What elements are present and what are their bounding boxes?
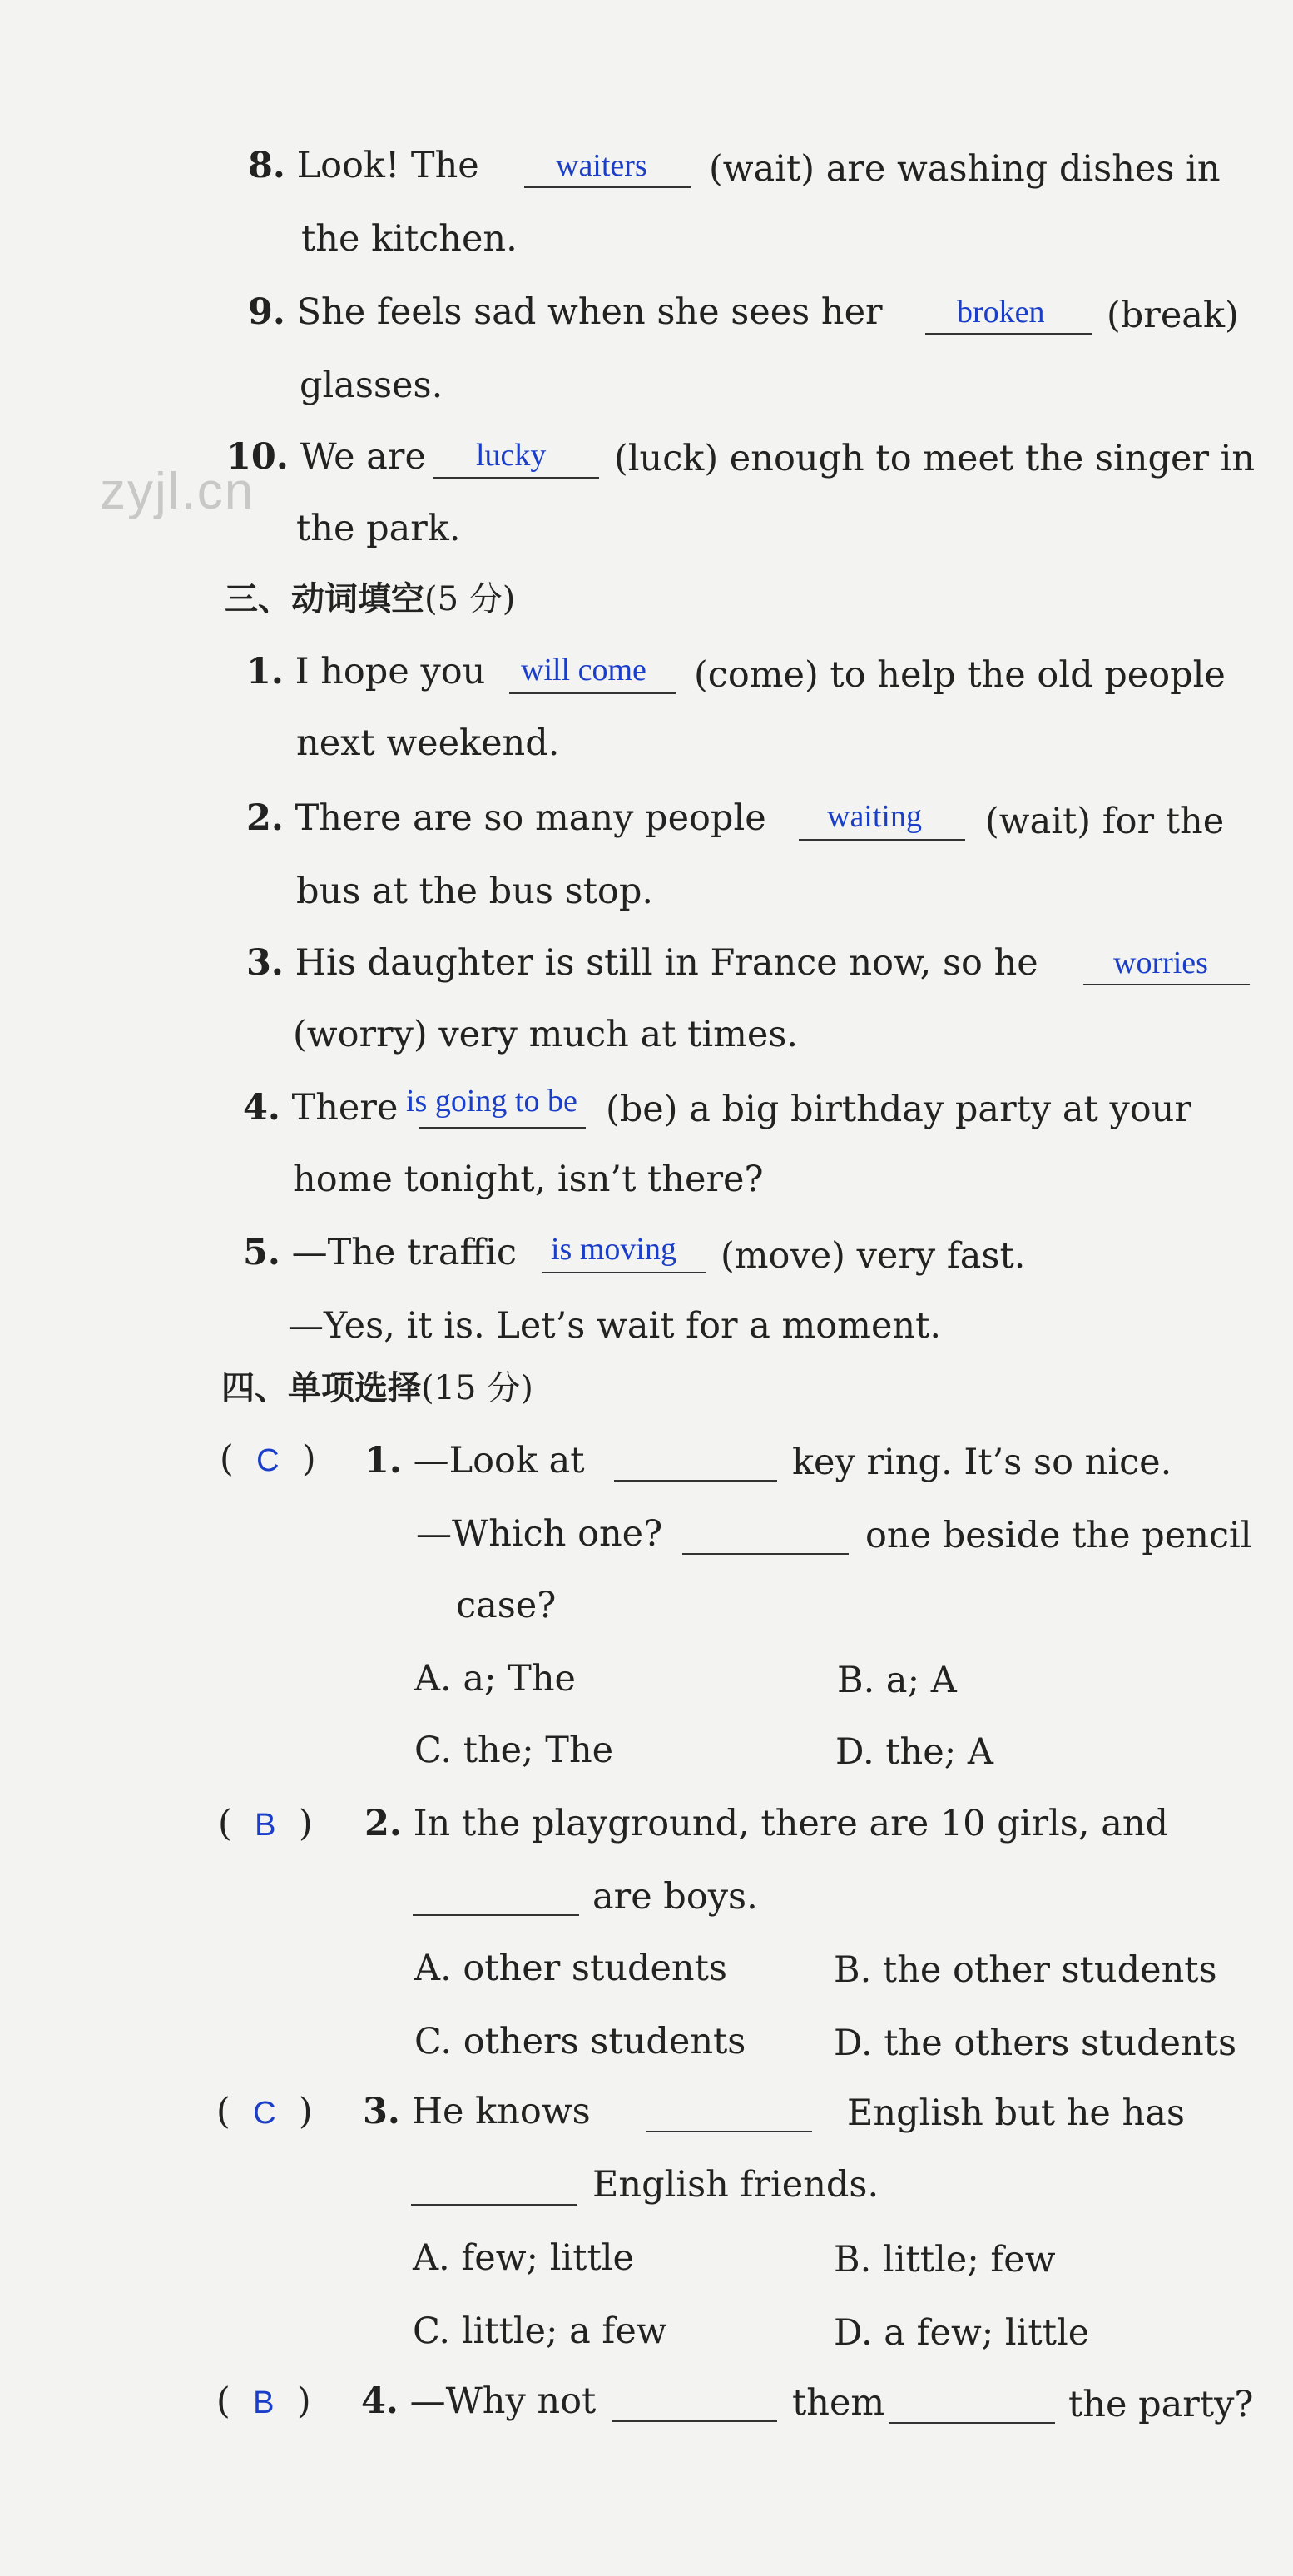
- option-a[interactable]: A. few; little: [413, 2237, 634, 2279]
- question-9-line1: [248, 291, 883, 333]
- answer-blank[interactable]: [799, 839, 965, 841]
- answer-blank[interactable]: [524, 186, 691, 188]
- question-number: 4.: [243, 1087, 280, 1129]
- answer-blank[interactable]: [612, 2420, 777, 2422]
- question-text: case?: [456, 1585, 557, 1626]
- question-number: 4.: [361, 2380, 399, 2422]
- question-text: English but he has: [847, 2092, 1185, 2134]
- question-text: I hope you: [295, 651, 486, 692]
- question-number: 1.: [246, 651, 284, 692]
- question-text: —Look at: [413, 1440, 585, 1482]
- question-text: His daughter is still in France now, so he: [295, 942, 1038, 984]
- question-number: 9.: [248, 291, 285, 333]
- answer-blank[interactable]: [614, 1480, 777, 1482]
- option-a[interactable]: A. a; The: [414, 1658, 577, 1700]
- answer-blank[interactable]: [646, 2131, 812, 2132]
- question-9-line2: glasses.: [300, 365, 443, 406]
- section-heading: [221, 1369, 533, 1407]
- answer-blank[interactable]: [419, 1127, 586, 1129]
- question-text: —The traffic: [291, 1232, 517, 1273]
- handwritten-answer: waiters: [556, 148, 647, 183]
- answer-bracket: ( C ): [220, 1438, 316, 1480]
- question-number: 5.: [243, 1232, 280, 1273]
- section-points: (5 分): [424, 580, 516, 618]
- mc-4-line1: [361, 2380, 597, 2422]
- answer-bracket: ( B ): [218, 1803, 313, 1844]
- question-text: the party?: [1068, 2384, 1254, 2425]
- question-text: In the playground, there are 10 girls, and: [413, 1803, 1169, 1844]
- question-text: are boys.: [592, 1876, 758, 1918]
- question-text: (wait) are washing dishes in: [709, 148, 1221, 190]
- question-text: —Which one?: [416, 1513, 663, 1555]
- question-number: 8.: [248, 145, 285, 186]
- question-number: 2.: [246, 797, 284, 839]
- mc-3-line1: [363, 2091, 591, 2132]
- question-10-line1: [226, 436, 426, 478]
- question-number: 10.: [226, 436, 289, 478]
- question-text: English friends.: [592, 2164, 879, 2206]
- question-1-line2: next weekend.: [296, 722, 560, 764]
- mc-2-line1: [364, 1803, 1169, 1844]
- question-text: (move) very fast.: [721, 1235, 1026, 1277]
- handwritten-answer: will come: [521, 653, 646, 687]
- handwritten-answer: is going to be: [406, 1084, 577, 1119]
- question-text: He knows: [411, 2091, 591, 2132]
- question-number: 3.: [363, 2091, 400, 2132]
- answer-bracket: ( C ): [216, 2091, 313, 2132]
- question-text: one beside the pencil: [865, 1515, 1252, 1556]
- selected-answer: C: [256, 1443, 280, 1478]
- question-text: (be) a big birthday party at your: [606, 1089, 1191, 1130]
- watermark: zyjl.cn: [100, 463, 255, 520]
- question-text: (wait) for the: [985, 801, 1225, 842]
- question-text: key ring. It’s so nice.: [792, 1442, 1172, 1483]
- option-b[interactable]: B. the other students: [834, 1949, 1217, 1991]
- question-1-line1: [246, 651, 486, 692]
- handwritten-answer: worries: [1113, 946, 1208, 980]
- selected-answer: B: [253, 2385, 275, 2420]
- selected-answer: B: [255, 1808, 276, 1843]
- option-b[interactable]: B. little; few: [834, 2239, 1056, 2281]
- option-c[interactable]: C. others students: [414, 2021, 746, 2062]
- question-text: (luck) enough to meet the singer in: [614, 438, 1256, 479]
- section-heading: [225, 580, 516, 618]
- answer-blank[interactable]: [925, 333, 1092, 335]
- handwritten-answer: broken: [957, 295, 1045, 330]
- question-number: 3.: [246, 942, 284, 984]
- option-a[interactable]: A. other students: [414, 1948, 727, 1989]
- answer-blank[interactable]: [682, 1553, 849, 1555]
- section-title: 三、动词填空: [225, 580, 424, 618]
- question-2-line1: [246, 797, 766, 839]
- question-text: There are so many people: [295, 797, 766, 839]
- question-2-line2: bus at the bus stop.: [296, 871, 654, 912]
- question-text: —Why not: [409, 2380, 597, 2422]
- option-b[interactable]: B. a; A: [837, 1660, 957, 1701]
- answer-bracket: ( B ): [216, 2380, 311, 2422]
- option-c[interactable]: C. the; The: [414, 1730, 614, 1771]
- question-text: She feels sad when she sees her: [296, 291, 883, 333]
- question-8-line2: the kitchen.: [301, 218, 518, 260]
- answer-blank[interactable]: [509, 692, 676, 694]
- question-text: Look! The: [296, 145, 479, 186]
- handwritten-answer: waiting: [827, 799, 922, 834]
- option-d[interactable]: D. the others students: [834, 2023, 1237, 2064]
- question-4-line1: [243, 1087, 399, 1129]
- question-text: them: [792, 2382, 885, 2424]
- selected-answer: C: [253, 2096, 276, 2131]
- option-d[interactable]: D. the; A: [835, 1731, 993, 1773]
- question-text: (come) to help the old people: [694, 654, 1226, 696]
- question-3-line1: [246, 942, 1038, 984]
- answer-blank[interactable]: [542, 1272, 706, 1273]
- answer-blank[interactable]: [1083, 984, 1250, 985]
- question-text: (break): [1107, 295, 1239, 336]
- question-4-line2: home tonight, isn’t there?: [293, 1159, 764, 1200]
- section-title: 四、单项选择: [221, 1369, 421, 1407]
- option-d[interactable]: D. a few; little: [834, 2312, 1090, 2354]
- answer-blank[interactable]: [411, 2204, 577, 2206]
- handwritten-answer: lucky: [476, 438, 547, 473]
- answer-blank[interactable]: [413, 1914, 579, 1916]
- answer-blank[interactable]: [433, 477, 599, 479]
- question-text: We are: [300, 436, 426, 478]
- question-number: 1.: [364, 1440, 402, 1482]
- section-points: (15 分): [421, 1369, 533, 1407]
- mc-1-line1: [364, 1440, 585, 1482]
- question-5-line2: —Yes, it is. Let’s wait for a moment.: [288, 1305, 942, 1347]
- question-8-line1: [248, 145, 479, 186]
- question-10-line2: the park.: [296, 508, 461, 549]
- handwritten-answer: is moving: [551, 1232, 676, 1267]
- question-3-line2: (worry) very much at times.: [293, 1014, 799, 1055]
- question-text: There: [291, 1087, 399, 1129]
- question-5-line1: [243, 1232, 517, 1273]
- option-c[interactable]: C. little; a few: [413, 2310, 667, 2352]
- answer-blank[interactable]: [889, 2422, 1055, 2424]
- question-number: 2.: [364, 1803, 402, 1844]
